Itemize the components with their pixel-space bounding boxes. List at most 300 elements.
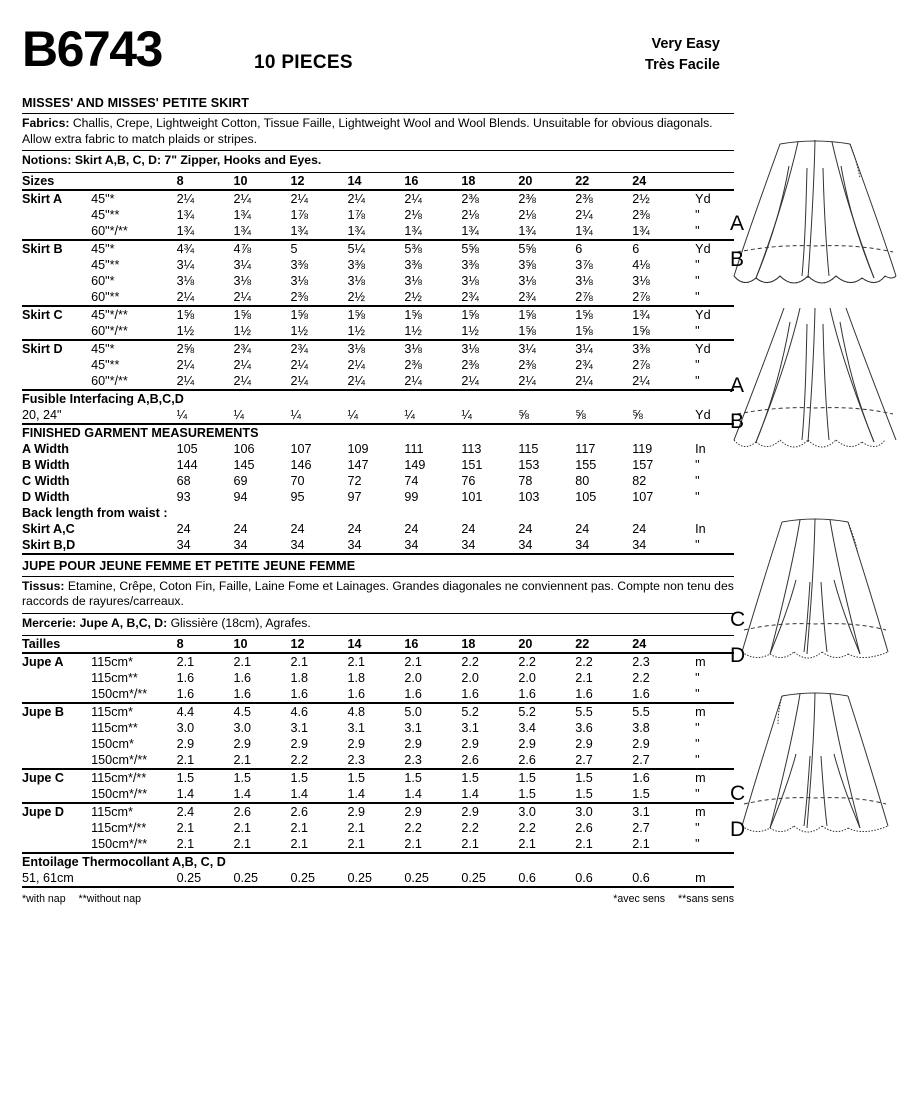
yardage-row-jupe-a: [22, 670, 734, 686]
size-header-22: 22: [575, 173, 590, 188]
yardage-value: 3⅛: [290, 273, 309, 288]
yardage-value: 2.2: [290, 752, 309, 767]
skirt-ab-front-drawing: [722, 126, 908, 308]
interfacing-value: 0.6: [575, 870, 593, 885]
measurement-value: 101: [461, 489, 483, 504]
back-length-value: 24: [176, 521, 191, 536]
yardage-value: 1¾: [233, 223, 252, 238]
fabric-width: 45"**: [91, 357, 120, 372]
yardage-value: 2¼: [518, 373, 536, 388]
yardage-value: 3⅜: [461, 257, 479, 272]
yardage-value: 1.6: [518, 686, 536, 701]
yardage-value: 2.2: [575, 653, 632, 670]
yardage-value: 1¾: [404, 223, 422, 238]
garment-label-blank: [22, 786, 91, 803]
yardage-value: 2¼: [233, 357, 252, 372]
spacer-cell: [91, 473, 176, 489]
back-length-label: Skirt B,D: [22, 537, 76, 552]
yardage-value: 2⅜: [404, 357, 422, 372]
yardage-value: 5: [291, 240, 348, 257]
yardage-value: 2¼: [290, 373, 309, 388]
yardage-value: 3¼: [176, 257, 195, 272]
garment-label: Jupe A: [22, 653, 91, 670]
size-header-8: 8: [176, 636, 184, 651]
fabric-width: 115cm*: [91, 803, 176, 820]
interfacing-title-row: [22, 390, 734, 407]
illustration-label-c: C: [730, 608, 746, 631]
illustration-label-c: C: [730, 782, 746, 805]
finished-measurement-row: [22, 441, 734, 457]
yardage-value: 5.0: [404, 703, 461, 720]
yardage-row-skirt-c: [22, 323, 734, 340]
fabric-width: 115cm*: [91, 703, 176, 720]
yardage-value: 2.1: [461, 836, 479, 851]
back-length-value: 24: [632, 521, 647, 536]
spacer-cell: [91, 457, 176, 473]
back-length-value: 34: [404, 537, 419, 552]
yardage-value: 3⅛: [575, 273, 593, 288]
garment-label: Skirt A: [22, 190, 91, 207]
unit-label: ": [695, 752, 700, 767]
size-header-12: 12: [290, 173, 305, 188]
yardage-value: 1.6: [404, 686, 422, 701]
garment-label: Jupe C: [22, 769, 91, 786]
yardage-value: 1.8: [290, 670, 309, 685]
back-length-value: 24: [518, 521, 533, 536]
yardage-value: 2¾: [575, 357, 593, 372]
yardage-value: 2.6: [518, 752, 536, 767]
footnote-sans-sens: **sans sens: [678, 892, 734, 905]
yardage-value: 2¼: [347, 190, 404, 207]
yardage-value: 4.5: [234, 703, 291, 720]
fabric-width: 115cm**: [91, 670, 138, 685]
interfacing-value: 0.25: [347, 870, 372, 885]
yardage-value: 2¾: [518, 289, 536, 304]
yardage-row-jupe-d: [22, 803, 734, 820]
fabric-width: 45"*: [91, 190, 176, 207]
unit-label: In: [695, 521, 706, 536]
yardage-value: 2⅛: [404, 207, 422, 222]
yardage-value: 2.9: [347, 803, 404, 820]
interfacing-value: ¼: [290, 407, 302, 422]
yardage-value: 3.1: [404, 720, 422, 735]
spacer-cell: [91, 870, 176, 887]
interfacing-values-row: [22, 870, 734, 887]
fabrics-text: Challis, Crepe, Lightweight Cotton, Tissue Faille, Lightweight Wool and Wool Blends. Unsuitable for obvious diagonals. Allow extra fabric to match plaids or stripes.: [22, 116, 713, 146]
interfacing-width: 20, 24": [22, 407, 62, 422]
unit-label: ": [695, 289, 700, 304]
spacer-cell: [91, 537, 176, 554]
yardage-value: 2¼: [461, 373, 479, 388]
yardage-row-skirt-a: [22, 223, 734, 240]
back-length-value: 24: [347, 521, 362, 536]
measurement-value: 145: [233, 457, 255, 472]
yardage-value: 3.8: [632, 720, 650, 735]
interfacing-value: 0.25: [233, 870, 259, 885]
fabric-width: 45"*/**: [91, 306, 176, 323]
finished-measurement-row: [22, 457, 734, 473]
unit-label: Yd: [695, 407, 711, 422]
yardage-value: 2.7: [632, 752, 650, 767]
yardage-value: 2.9: [233, 736, 252, 751]
interfacing-title: Fusible Interfacing A,B,C,D: [22, 390, 734, 407]
yardage-value: 5.2: [518, 703, 575, 720]
garment-label-blank: [22, 820, 91, 836]
yardage-value: 1.6: [461, 686, 479, 701]
yardage-value: 2.2: [404, 820, 422, 835]
yardage-value: 2¼: [347, 373, 365, 388]
yardage-value: 1½: [176, 323, 195, 338]
illustration-ab-front: [722, 126, 908, 308]
yardage-value: 3.0: [233, 720, 252, 735]
measurement-value: 105: [176, 441, 198, 456]
measurement-value: 72: [347, 473, 362, 488]
interfacing-values-row: [22, 407, 734, 424]
size-header-row: [22, 636, 734, 653]
difficulty-french: Très Facile: [645, 57, 720, 74]
yardage-value: 5⅜: [404, 240, 461, 257]
unit-label: m: [695, 870, 706, 885]
yardage-value: 3.0: [176, 720, 195, 735]
yardage-value: 2¼: [291, 190, 348, 207]
yardage-row-skirt-d: [22, 373, 734, 390]
yardage-row-jupe-c: [22, 769, 734, 786]
yardage-value: 2.1: [575, 836, 593, 851]
yardage-value: 4.8: [347, 703, 404, 720]
measurement-value: 95: [290, 489, 305, 504]
spacer-cell: [91, 441, 176, 457]
yardage-value: 1.4: [347, 786, 365, 801]
yardage-value: 2⅜: [518, 357, 536, 372]
size-header-22: 22: [575, 636, 590, 651]
yardage-value: 1.5: [632, 786, 650, 801]
yardage-value: 3⅛: [518, 273, 536, 288]
finished-measurements-title-row: [22, 424, 734, 441]
finished-measurement-row: [22, 473, 734, 489]
yardage-value: 2.3: [347, 752, 365, 767]
yardage-value: 3⅜: [632, 340, 689, 357]
interfacing-value: 0.25: [404, 870, 429, 885]
yardage-value: 3⅛: [233, 273, 252, 288]
footnote-without-nap: **without nap: [78, 892, 141, 905]
yardage-value: 2⅜: [632, 207, 650, 222]
yardage-value: 2.4: [177, 803, 234, 820]
yardage-value: 5⅝: [518, 240, 575, 257]
yardage-value: 2⅜: [461, 357, 479, 372]
yardage-value: 2⅛: [518, 207, 536, 222]
unit-label: ": [695, 720, 700, 735]
yardage-value: 2¼: [176, 357, 195, 372]
yardage-value: 3⅛: [176, 273, 195, 288]
illustration-label-d: D: [730, 644, 746, 667]
measurement-value: 117: [575, 441, 596, 456]
yardage-value: 2.9: [404, 736, 422, 751]
interfacing-value: 0.25: [290, 870, 316, 885]
back-length-title-row: [22, 505, 734, 521]
yardage-value: 1⅝: [234, 306, 291, 323]
yardage-value: 5.5: [575, 703, 632, 720]
yardage-value: 2⅜: [290, 289, 309, 304]
yardage-value: 3⅛: [632, 273, 650, 288]
unit-label: ": [695, 820, 700, 835]
measurement-value: 76: [461, 473, 476, 488]
yardage-value: 3⅜: [404, 257, 422, 272]
illustration-label-d: D: [730, 818, 746, 841]
yardage-value: 2.3: [404, 752, 422, 767]
measurement-value: 153: [518, 457, 540, 472]
interfacing-title: Entoilage Thermocollant A,B, C, D: [22, 853, 734, 870]
yardage-value: 6: [632, 240, 689, 257]
yardage-value: 2.1: [176, 836, 195, 851]
english-yardage-table: [22, 173, 734, 556]
yardage-value: 2⅜: [518, 190, 575, 207]
illustration-label-a: A: [730, 374, 745, 397]
back-length-title: Back length from waist :: [22, 505, 168, 520]
yardage-value: 3.1: [347, 720, 365, 735]
measurement-value: 155: [575, 457, 597, 472]
yardage-value: 1.5: [291, 769, 348, 786]
interfacing-value: ⅝: [632, 407, 643, 422]
yardage-value: 2.7: [575, 752, 593, 767]
garment-label-blank: [22, 736, 91, 752]
yardage-value: 2.1: [347, 836, 365, 851]
yardage-value: 2¼: [347, 357, 365, 372]
size-header-10: 10: [233, 636, 248, 651]
yardage-row-jupe-c: [22, 786, 734, 803]
tissus-text: Etamine, Crêpe, Coton Fin, Faille, Laine Fome et Lainages. Grandes diagonales ne conviennent pas. Compte non tenu des raccords de rayures/carreaux.: [22, 578, 734, 609]
back-length-row: [22, 537, 734, 554]
skirt-cd-back-drawing: [722, 690, 908, 850]
unit-label: ": [695, 207, 700, 222]
size-header-24: 24: [632, 636, 647, 651]
unit-label: ": [695, 273, 700, 288]
interfacing-title-row: [22, 853, 734, 870]
yardage-value: 1.5: [404, 769, 461, 786]
illustration-cd-back: [722, 690, 908, 850]
unit-label: m: [689, 769, 734, 786]
yardage-value: 3¼: [518, 340, 575, 357]
yardage-value: 3.6: [575, 720, 593, 735]
unit-label: ": [695, 257, 700, 272]
french-yardage-table: [22, 636, 734, 889]
footnote-avec-sens: *avec sens: [613, 892, 666, 905]
back-length-value: 34: [233, 537, 248, 552]
garment-label-blank: [22, 752, 91, 769]
yardage-value: 1.6: [176, 686, 195, 701]
measurement-value: 115: [518, 441, 539, 456]
measurement-value: 144: [176, 457, 198, 472]
yardage-value: 3¼: [575, 340, 632, 357]
size-header-row: [22, 173, 734, 190]
interfacing-value: ¼: [233, 407, 245, 422]
yardage-value: 2.7: [632, 820, 650, 835]
yardage-row-jupe-b: [22, 720, 734, 736]
yardage-value: 2.2: [518, 653, 575, 670]
yardage-value: 2.1: [404, 653, 461, 670]
unit-label: ": [695, 323, 700, 338]
yardage-row-jupe-d: [22, 836, 734, 853]
yardage-value: 2¼: [575, 373, 593, 388]
yardage-value: 2.9: [461, 803, 518, 820]
measurement-value: 111: [404, 441, 424, 456]
yardage-value: 2.9: [404, 803, 461, 820]
yardage-value: 2.1: [404, 836, 422, 851]
yardage-value: 2.1: [575, 670, 593, 685]
yardage-value: 3⅞: [575, 257, 593, 272]
yardage-value: 2⅞: [632, 357, 650, 372]
footnotes: [22, 889, 734, 905]
measurement-value: 82: [632, 473, 647, 488]
yardage-value: 2.2: [518, 820, 536, 835]
yardage-value: 2.9: [575, 736, 593, 751]
yardage-value: 2.1: [347, 653, 404, 670]
yardage-value: 3.1: [290, 720, 309, 735]
garment-label-blank: [22, 686, 91, 703]
yardage-row-jupe-a: [22, 686, 734, 703]
yardage-value: 2½: [632, 190, 689, 207]
yardage-value: 2¼: [404, 190, 461, 207]
measurement-value: 68: [176, 473, 191, 488]
yardage-row-skirt-c: [22, 306, 734, 323]
measurement-value: 78: [518, 473, 533, 488]
yardage-value: 3.0: [518, 803, 575, 820]
back-length-value: 34: [461, 537, 476, 552]
unit-label: ": [695, 473, 700, 488]
garment-label-blank: [22, 289, 91, 306]
yardage-value: 1½: [404, 323, 422, 338]
interfacing-width: 51, 61cm: [22, 870, 74, 885]
interfacing-value: 0.6: [632, 870, 650, 885]
yardage-value: 2.9: [518, 736, 536, 751]
yardage-value: 3⅝: [518, 257, 536, 272]
mercerie-text: Glissière (18cm), Agrafes.: [170, 616, 311, 631]
yardage-value: 5⅝: [461, 240, 518, 257]
unit-label: m: [689, 653, 734, 670]
yardage-value: 3⅛: [461, 340, 518, 357]
back-length-value: 34: [518, 537, 533, 552]
yardage-value: 2½: [347, 289, 365, 304]
measurement-value: 113: [461, 441, 482, 456]
yardage-value: 1.6: [233, 670, 252, 685]
yardage-value: 1¾: [290, 223, 309, 238]
skirt-cd-front-drawing: [722, 492, 908, 674]
finished-measurements-title: FINISHED GARMENT MEASUREMENTS: [22, 424, 734, 441]
garment-label-blank: [22, 670, 91, 686]
fabric-width: 115cm*/**: [91, 820, 147, 835]
yardage-value: 4⅞: [234, 240, 291, 257]
yardage-value: 2⅜: [575, 190, 632, 207]
french-section-title: JUPE POUR JEUNE FEMME ET PETITE JEUNE FEMME: [22, 558, 356, 573]
yardage-value: 3⅜: [290, 257, 309, 272]
yardage-value: 1.5: [347, 769, 404, 786]
yardage-value: 6: [575, 240, 632, 257]
illustration-label-b: B: [730, 410, 745, 433]
yardage-value: 2.1: [177, 653, 234, 670]
yardage-value: 2¼: [632, 373, 650, 388]
yardage-value: 5.2: [461, 703, 518, 720]
measurement-value: 94: [233, 489, 248, 504]
unit-label: m: [689, 803, 734, 820]
interfacing-value: 0.25: [461, 870, 486, 885]
fabric-width: 150cm*/**: [91, 752, 148, 767]
yardage-value: 2.0: [404, 670, 422, 685]
yardage-value: 1⅝: [518, 306, 575, 323]
size-header-14: 14: [347, 173, 362, 188]
garment-label-blank: [22, 836, 91, 853]
english-section-title: MISSES' AND MISSES' PETITE SKIRT: [22, 96, 250, 110]
yardage-value: 2⅝: [177, 340, 234, 357]
garment-label: Jupe B: [22, 703, 91, 720]
illustration-label-a: A: [730, 212, 745, 235]
yardage-value: 3⅛: [461, 273, 479, 288]
interfacing-value: 0.6: [518, 870, 536, 885]
yardage-value: 4.4: [177, 703, 234, 720]
yardage-value: 2.1: [176, 752, 195, 767]
measurement-label: C Width: [22, 473, 70, 488]
garment-label-blank: [22, 720, 91, 736]
yardage-value: 2¼: [404, 373, 422, 388]
yardage-row-skirt-b: [22, 289, 734, 306]
yardage-row-skirt-b: [22, 273, 734, 289]
yardage-value: 1⅝: [575, 306, 632, 323]
yardage-value: 2¼: [176, 289, 195, 304]
yardage-value: 2.0: [461, 670, 479, 685]
interfacing-value: ⅝: [518, 407, 529, 422]
yardage-value: 2.9: [290, 736, 309, 751]
unit-label: m: [689, 703, 734, 720]
yardage-value: 2¼: [233, 289, 252, 304]
skirt-ab-back-drawing: [722, 308, 908, 470]
unit-label: In: [695, 441, 706, 456]
yardage-value: 2.9: [632, 736, 650, 751]
yardage-value: 2.1: [632, 836, 650, 851]
yardage-value: 1.6: [632, 686, 650, 701]
measurement-value: 119: [632, 441, 653, 456]
measurement-label: A Width: [22, 441, 69, 456]
yardage-value: 2.1: [290, 836, 309, 851]
garment-label: Skirt B: [22, 240, 91, 257]
yardage-value: 2.9: [347, 736, 365, 751]
garment-label-blank: [22, 273, 91, 289]
notions-label: Notions:: [22, 153, 72, 168]
yardage-value: 1⅝: [347, 306, 404, 323]
yardage-value: 2.9: [176, 736, 195, 751]
yardage-value: 2⅛: [461, 207, 479, 222]
yardage-value: 1¾: [176, 207, 195, 222]
back-length-value: 34: [290, 537, 305, 552]
garment-label-blank: [22, 323, 91, 340]
measurement-label: D Width: [22, 489, 70, 504]
yardage-value: 1.5: [518, 786, 536, 801]
interfacing-value: ¼: [347, 407, 358, 422]
yardage-value: 2¼: [233, 373, 252, 388]
unit-label: ": [695, 223, 700, 238]
yardage-value: 1⅞: [347, 207, 365, 222]
yardage-value: 2.2: [632, 670, 650, 685]
yardage-value: 1¾: [461, 223, 479, 238]
spacer-cell: [91, 173, 176, 190]
yardage-value: 5¼: [347, 240, 404, 257]
unit-label: ": [695, 736, 700, 751]
fabric-width: 45"*: [91, 240, 176, 257]
interfacing-value: ¼: [404, 407, 415, 422]
measurement-label: B Width: [22, 457, 70, 472]
illustration-ab-back: [722, 308, 908, 470]
fabric-width: 60"*/**: [91, 323, 128, 338]
yardage-value: 2.6: [461, 752, 479, 767]
yardage-value: 2⅞: [575, 289, 593, 304]
yardage-value: 1⅝: [575, 323, 593, 338]
